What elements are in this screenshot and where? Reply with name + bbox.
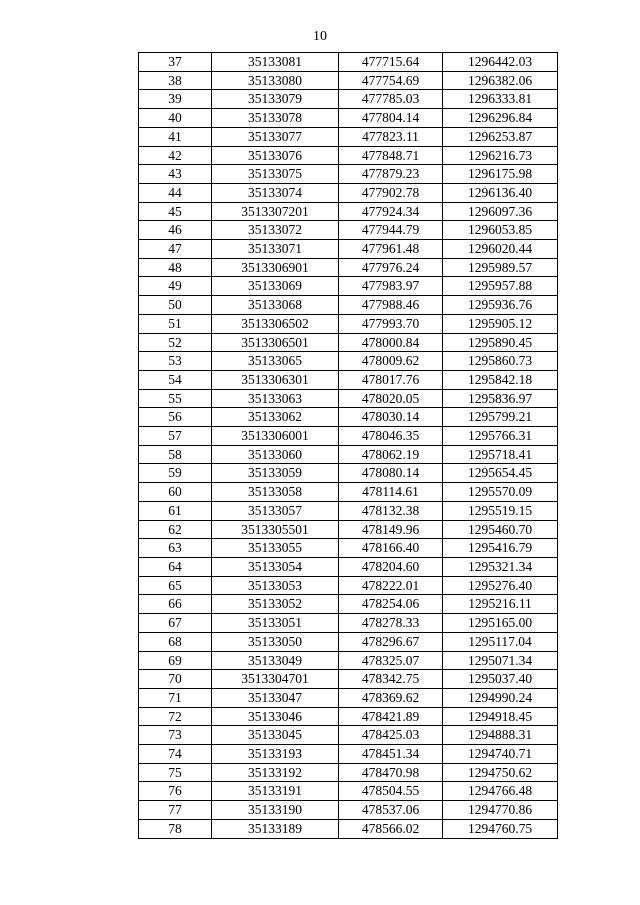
x-coordinate-cell: 478166.40 [339,539,443,558]
row-index-cell: 40 [139,109,212,128]
row-index-cell: 51 [139,314,212,333]
table-row [139,445,558,464]
point-id-cell: 35133046 [212,707,339,726]
table-row [139,314,558,333]
x-coordinate-cell: 478204.60 [339,557,443,576]
point-id-cell: 35133051 [212,614,339,633]
x-coordinate-cell: 478451.34 [339,745,443,764]
point-id-cell: 35133054 [212,557,339,576]
y-coordinate-cell: 1294770.86 [443,801,558,820]
point-id-cell: 35133047 [212,688,339,707]
point-id-cell: 35133191 [212,782,339,801]
y-coordinate-cell: 1295989.57 [443,258,558,277]
y-coordinate-cell: 1295905.12 [443,314,558,333]
y-coordinate-cell: 1295216.11 [443,595,558,614]
x-coordinate-cell: 478278.33 [339,614,443,633]
row-index-cell: 61 [139,501,212,520]
row-index-cell: 58 [139,445,212,464]
x-coordinate-cell: 477879.23 [339,165,443,184]
point-id-cell: 35133050 [212,632,339,651]
coordinates-table [138,52,558,839]
row-index-cell: 78 [139,819,212,838]
y-coordinate-cell: 1294750.62 [443,763,558,782]
x-coordinate-cell: 477804.14 [339,109,443,128]
row-index-cell: 69 [139,651,212,670]
y-coordinate-cell: 1295718.41 [443,445,558,464]
table-row [139,258,558,277]
row-index-cell: 66 [139,595,212,614]
point-id-cell: 35133059 [212,464,339,483]
row-index-cell: 42 [139,146,212,165]
table-row [139,726,558,745]
table-row [139,240,558,259]
point-id-cell: 35133076 [212,146,339,165]
point-id-cell: 35133190 [212,801,339,820]
row-index-cell: 64 [139,557,212,576]
x-coordinate-cell: 477976.24 [339,258,443,277]
y-coordinate-cell: 1295037.40 [443,670,558,689]
x-coordinate-cell: 478566.02 [339,819,443,838]
y-coordinate-cell: 1296053.85 [443,221,558,240]
row-index-cell: 55 [139,389,212,408]
point-id-cell: 3513306001 [212,427,339,446]
y-coordinate-cell: 1294740.71 [443,745,558,764]
x-coordinate-cell: 477754.69 [339,71,443,90]
y-coordinate-cell: 1295860.73 [443,352,558,371]
x-coordinate-cell: 478421.89 [339,707,443,726]
x-coordinate-cell: 477848.71 [339,146,443,165]
row-index-cell: 38 [139,71,212,90]
table-row [139,53,558,72]
point-id-cell: 35133065 [212,352,339,371]
point-id-cell: 35133049 [212,651,339,670]
table-row [139,632,558,651]
table-row [139,688,558,707]
x-coordinate-cell: 477993.70 [339,314,443,333]
point-id-cell: 3513306502 [212,314,339,333]
row-index-cell: 67 [139,614,212,633]
y-coordinate-cell: 1295842.18 [443,370,558,389]
row-index-cell: 45 [139,202,212,221]
table-row [139,483,558,502]
point-id-cell: 3513306501 [212,333,339,352]
table-row [139,501,558,520]
y-coordinate-cell: 1295519.15 [443,501,558,520]
table-row [139,109,558,128]
x-coordinate-cell: 478369.62 [339,688,443,707]
x-coordinate-cell: 477715.64 [339,53,443,72]
table-row [139,557,558,576]
x-coordinate-cell: 477823.11 [339,127,443,146]
y-coordinate-cell: 1294990.24 [443,688,558,707]
row-index-cell: 54 [139,370,212,389]
row-index-cell: 74 [139,745,212,764]
point-id-cell: 35133079 [212,90,339,109]
x-coordinate-cell: 478537.06 [339,801,443,820]
table-row [139,165,558,184]
y-coordinate-cell: 1296296.84 [443,109,558,128]
y-coordinate-cell: 1296442.03 [443,53,558,72]
point-id-cell: 35133060 [212,445,339,464]
table-row [139,763,558,782]
table-row [139,146,558,165]
x-coordinate-cell: 478425.03 [339,726,443,745]
y-coordinate-cell: 1296097.36 [443,202,558,221]
y-coordinate-cell: 1295654.45 [443,464,558,483]
y-coordinate-cell: 1295460.70 [443,520,558,539]
y-coordinate-cell: 1295416.79 [443,539,558,558]
coordinates-table-container [138,52,557,839]
row-index-cell: 75 [139,763,212,782]
y-coordinate-cell: 1294888.31 [443,726,558,745]
row-index-cell: 52 [139,333,212,352]
y-coordinate-cell: 1296382.06 [443,71,558,90]
table-row [139,296,558,315]
table-row [139,670,558,689]
table-row [139,370,558,389]
table-body [139,53,558,839]
table-row [139,183,558,202]
x-coordinate-cell: 477785.03 [339,90,443,109]
row-index-cell: 77 [139,801,212,820]
point-id-cell: 3513304701 [212,670,339,689]
table-row [139,539,558,558]
point-id-cell: 35133074 [212,183,339,202]
y-coordinate-cell: 1296253.87 [443,127,558,146]
table-row [139,651,558,670]
y-coordinate-cell: 1294766.48 [443,782,558,801]
x-coordinate-cell: 478254.06 [339,595,443,614]
row-index-cell: 46 [139,221,212,240]
x-coordinate-cell: 478017.76 [339,370,443,389]
table-row [139,595,558,614]
point-id-cell: 35133080 [212,71,339,90]
point-id-cell: 35133062 [212,408,339,427]
x-coordinate-cell: 478132.38 [339,501,443,520]
y-coordinate-cell: 1296136.40 [443,183,558,202]
x-coordinate-cell: 477902.78 [339,183,443,202]
table-row [139,801,558,820]
point-id-cell: 35133045 [212,726,339,745]
point-id-cell: 35133052 [212,595,339,614]
y-coordinate-cell: 1294760.75 [443,819,558,838]
x-coordinate-cell: 478342.75 [339,670,443,689]
row-index-cell: 50 [139,296,212,315]
x-coordinate-cell: 477988.46 [339,296,443,315]
row-index-cell: 60 [139,483,212,502]
x-coordinate-cell: 478325.07 [339,651,443,670]
table-row [139,576,558,595]
x-coordinate-cell: 477983.97 [339,277,443,296]
table-row [139,71,558,90]
table-row [139,221,558,240]
table-row [139,90,558,109]
row-index-cell: 41 [139,127,212,146]
row-index-cell: 65 [139,576,212,595]
table-row [139,408,558,427]
point-id-cell: 3513307201 [212,202,339,221]
row-index-cell: 68 [139,632,212,651]
table-row [139,464,558,483]
y-coordinate-cell: 1294918.45 [443,707,558,726]
page-number: 10 [313,29,327,44]
point-id-cell: 35133075 [212,165,339,184]
row-index-cell: 49 [139,277,212,296]
point-id-cell: 35133069 [212,277,339,296]
x-coordinate-cell: 478080.14 [339,464,443,483]
x-coordinate-cell: 478504.55 [339,782,443,801]
x-coordinate-cell: 478009.62 [339,352,443,371]
table-row [139,202,558,221]
row-index-cell: 76 [139,782,212,801]
row-index-cell: 39 [139,90,212,109]
point-id-cell: 35133078 [212,109,339,128]
x-coordinate-cell: 478030.14 [339,408,443,427]
x-coordinate-cell: 478062.19 [339,445,443,464]
row-index-cell: 73 [139,726,212,745]
x-coordinate-cell: 477944.79 [339,221,443,240]
table-row [139,614,558,633]
y-coordinate-cell: 1295936.76 [443,296,558,315]
table-row [139,707,558,726]
y-coordinate-cell: 1295321.34 [443,557,558,576]
x-coordinate-cell: 478020.05 [339,389,443,408]
y-coordinate-cell: 1296175.98 [443,165,558,184]
row-index-cell: 48 [139,258,212,277]
table-row [139,127,558,146]
table-row [139,352,558,371]
point-id-cell: 3513306901 [212,258,339,277]
x-coordinate-cell: 478296.67 [339,632,443,651]
y-coordinate-cell: 1295957.88 [443,277,558,296]
row-index-cell: 47 [139,240,212,259]
x-coordinate-cell: 478000.84 [339,333,443,352]
y-coordinate-cell: 1296333.81 [443,90,558,109]
x-coordinate-cell: 478149.96 [339,520,443,539]
x-coordinate-cell: 478222.01 [339,576,443,595]
row-index-cell: 57 [139,427,212,446]
table-row [139,782,558,801]
x-coordinate-cell: 478046.35 [339,427,443,446]
y-coordinate-cell: 1295836.97 [443,389,558,408]
point-id-cell: 35133189 [212,819,339,838]
row-index-cell: 62 [139,520,212,539]
y-coordinate-cell: 1295766.31 [443,427,558,446]
point-id-cell: 35133192 [212,763,339,782]
point-id-cell: 35133077 [212,127,339,146]
point-id-cell: 35133068 [212,296,339,315]
y-coordinate-cell: 1295165.00 [443,614,558,633]
point-id-cell: 35133081 [212,53,339,72]
point-id-cell: 35133071 [212,240,339,259]
point-id-cell: 3513305501 [212,520,339,539]
x-coordinate-cell: 477924.34 [339,202,443,221]
y-coordinate-cell: 1295890.45 [443,333,558,352]
point-id-cell: 35133193 [212,745,339,764]
row-index-cell: 44 [139,183,212,202]
x-coordinate-cell: 477961.48 [339,240,443,259]
point-id-cell: 35133063 [212,389,339,408]
point-id-cell: 35133053 [212,576,339,595]
x-coordinate-cell: 478470.98 [339,763,443,782]
point-id-cell: 35133058 [212,483,339,502]
row-index-cell: 37 [139,53,212,72]
y-coordinate-cell: 1295276.40 [443,576,558,595]
y-coordinate-cell: 1296216.73 [443,146,558,165]
row-index-cell: 72 [139,707,212,726]
point-id-cell: 3513306301 [212,370,339,389]
y-coordinate-cell: 1295570.09 [443,483,558,502]
row-index-cell: 59 [139,464,212,483]
y-coordinate-cell: 1295799.21 [443,408,558,427]
x-coordinate-cell: 478114.61 [339,483,443,502]
y-coordinate-cell: 1296020.44 [443,240,558,259]
row-index-cell: 71 [139,688,212,707]
table-row [139,277,558,296]
table-row [139,389,558,408]
row-index-cell: 56 [139,408,212,427]
table-row [139,333,558,352]
y-coordinate-cell: 1295117.04 [443,632,558,651]
table-row [139,427,558,446]
table-row [139,745,558,764]
point-id-cell: 35133055 [212,539,339,558]
table-row [139,819,558,838]
table-row [139,520,558,539]
row-index-cell: 53 [139,352,212,371]
point-id-cell: 35133057 [212,501,339,520]
row-index-cell: 70 [139,670,212,689]
row-index-cell: 43 [139,165,212,184]
y-coordinate-cell: 1295071.34 [443,651,558,670]
row-index-cell: 63 [139,539,212,558]
point-id-cell: 35133072 [212,221,339,240]
